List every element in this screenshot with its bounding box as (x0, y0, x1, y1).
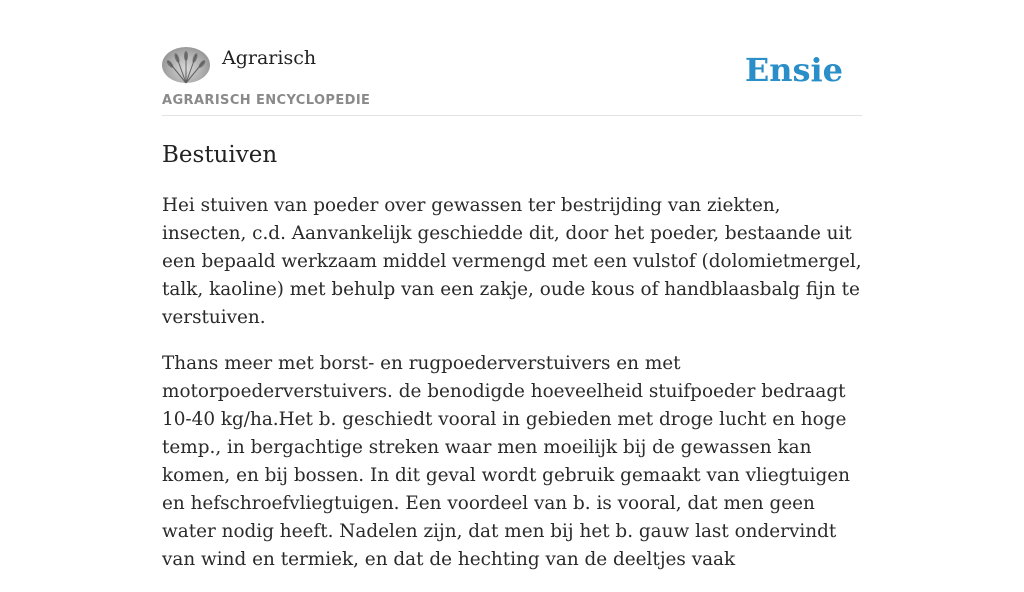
source-name-link[interactable]: Agrarisch (222, 47, 317, 69)
article-paragraph: Hei stuiven van poeder over gewassen ter bestrijding van ziekten, insecten, c.d. Aanvankelijk geschiedde dit, door het poeder, bestaande uit een bepaald werkzaam middel vermengd met een vulstof (dolomietmergel, talk, kaoline) met behulp van een zakje, oude kous of handblaasbalg fijn te verstuiven. (162, 195, 862, 328)
article-title: Bestuiven (162, 142, 278, 168)
wheat-ears-icon[interactable] (162, 47, 210, 83)
brand-logo[interactable]: Ensie (744, 51, 843, 89)
source-header (162, 0, 862, 116)
article-body (162, 192, 867, 592)
source-subtitle: AGRARISCH ENCYCLOPEDIE (162, 93, 371, 108)
article-paragraph: Thans meer met borst- en rugpoederverstuivers en met motorpoederverstuivers. de benodigde hoeveelheid stuifpoeder bedraagt 10-40 kg/ha.Het b. geschiedt vooral in gebieden met droge lucht en hoge temp., in bergachtige streken waar men moeilijk bij de gewassen kan komen, en bij bossen. In dit geval wordt gebruik gemaakt van vliegtuigen en hefschroefvliegtuigen. Een voordeel van b. is vooral, dat men geen water nodig heeft. Nadelen zijn, dat men bij het b. gauw last ondervindt van wind en termiek, en dat de hechting van de deeltjes vaak (162, 353, 850, 570)
